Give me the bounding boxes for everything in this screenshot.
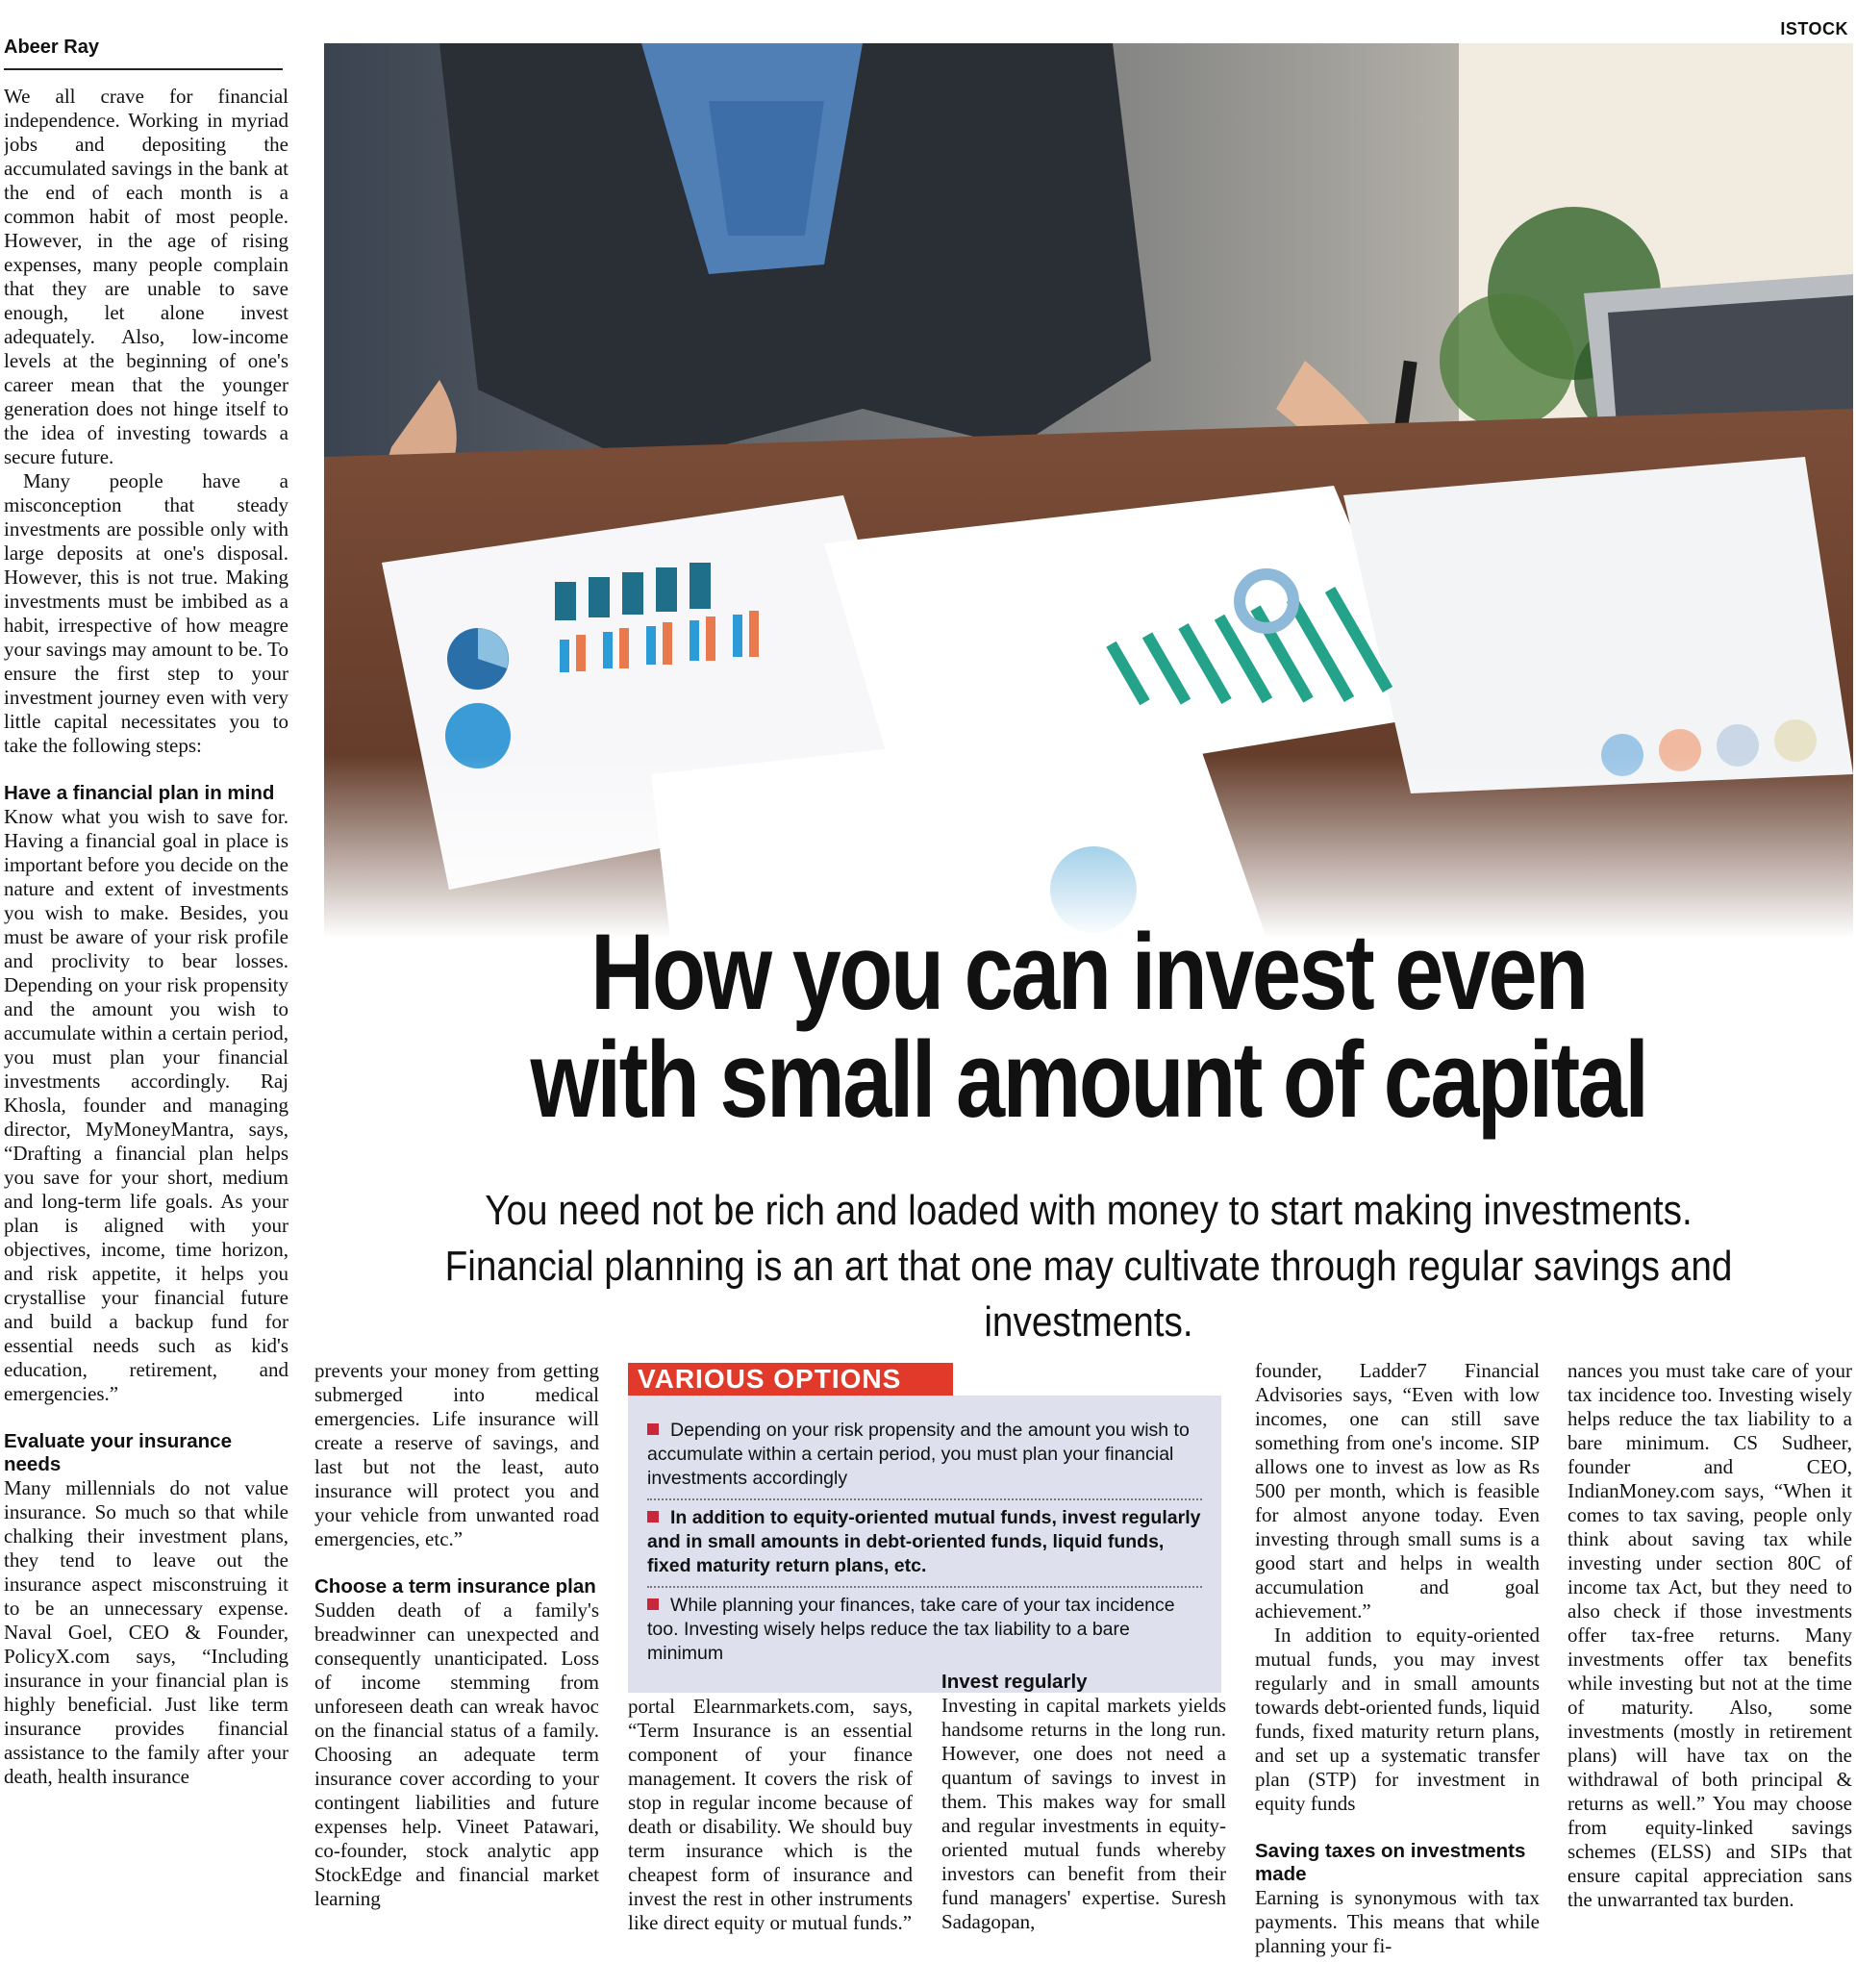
paragraph: prevents your money from getting submerged into medical emergencies. Life insurance will create a reserve of savings, and last but not the least, auto insurance will protect you and your vehicle from unwanted road emergencies, etc.”	[314, 1359, 599, 1550]
bullet-square-icon	[647, 1511, 659, 1522]
box-item	[647, 1413, 1202, 1500]
article-column-4	[941, 1671, 1226, 1981]
box-item	[647, 1500, 1202, 1588]
article-column-5	[1255, 1359, 1540, 1982]
paragraph: We all crave for financial independence. Working in myriad jobs and depositing the accumulated savings in the bank at the end of each month is a common habit of most people. However, in the age of rising expenses, many people complain that they are unable to save enough, let alone invest adequately. Also, low-income levels at the beginning of one's career mean that the younger generation does not hinge itself to the idea of investing towards a secure future.	[4, 85, 288, 468]
deck-line-2: Financial planning is an art that one may cultivate through regular savings and investments.	[444, 1243, 1733, 1346]
paragraph: In addition to equity-oriented mutual funds, you may invest regularly and in small amounts towards debt-oriented funds, liquid funds, fixed maturity return plans, and set up a systematic transfer plan (STP) for investment in equity funds	[1255, 1623, 1540, 1815]
paragraph: Sudden death of a family's breadwinner can unexpected and consequently unanticipated. Loss of income stemming from unforeseen death can wreak havoc on the financial status of a family. Choosing an adequate term insurance cover according to your contingent liabilities and future expenses help. Vineet Patawari, co-founder, stock analytic app StockEdge and financial market learning	[314, 1598, 599, 1910]
subheading: Invest regularly	[941, 1671, 1088, 1693]
subheading: Have a financial plan in mind	[4, 782, 275, 804]
headline-line-2: with small amount of capital	[530, 1019, 1647, 1140]
bullet-square-icon	[647, 1423, 659, 1435]
byline: Abeer Ray	[4, 37, 283, 70]
box-item	[647, 1588, 1202, 1673]
paragraph: nances you must take care of your tax incidence too. Investing wisely helps reduce the tax liability to a bare minimum. CS Sudheer, founder and CEO, IndianMoney.com says, “When it comes to tax saving, people only think about saving tax while investing under section 80C of income tax Act, but they need to also check if those investments offer tax-free returns. Many investments offer tax benefits while investing but not at the time of maturity. Also, some investments (mostly in retirement plans) will have tax on the withdrawal of both principal & returns as well.” You may choose from equity-linked savings schemes (ELSS) and SIPs that ensure capital appreciation sans the unwarranted tax burden.	[1568, 1359, 1852, 1911]
paragraph: founder, Ladder7 Financial Advisories says, “Even with low incomes, one can still save something from one's income. SIP allows one to invest as low as Rs 500 per month, which is feasible for almost anyone today. Even investing through small sums is a good start and helps in wealth accumulation and goal achievement.”	[1255, 1359, 1540, 1623]
subheading: Choose a term insurance plan	[314, 1575, 596, 1598]
headline	[462, 912, 1716, 1140]
business-desk-illustration	[324, 43, 1853, 938]
bullet-square-icon	[647, 1598, 659, 1610]
paragraph: Many millennials do not value insurance. So much so that while chalking their investment plans, they tend to leave out the insurance aspect misconstruing it to be an unnecessary expense. Naval Goel, CEO & Founder, PolicyX.com says, “Including insurance in your financial plan is highly beneficial. Just like term insurance provides financial assistance to the family after your death, health insurance	[4, 1476, 288, 1788]
headline-line-1: How you can invest even	[590, 912, 1587, 1032]
article-photo	[324, 43, 1853, 938]
various-options-box	[628, 1363, 1221, 1693]
article-column-3	[628, 1695, 913, 1981]
deck	[415, 1183, 1761, 1350]
photo-credit: ISTOCK	[1780, 19, 1848, 38]
box-body	[628, 1396, 1221, 1693]
paragraph: Many people have a misconception that steady investments are possible only with large deposits at one's disposal. However, this is not true. Making investments must be imbibed as a habit, irrespective of how meagre your savings may amount to be. To ensure the first step to your investment journey even with very little capital necessitates you to take the following steps:	[4, 469, 288, 757]
article-column-6	[1568, 1359, 1852, 1982]
box-title: VARIOUS OPTIONS	[628, 1363, 953, 1396]
paragraph: portal Elearnmarkets.com, says, “Term Insurance is an essential component of your finance management. It covers the risk of stop in regular income because of death or disability. We should buy term insurance which is the cheapest form of insurance and invest the rest in other instruments like direct equity or mutual funds.”	[628, 1695, 913, 1934]
box-item-text: In addition to equity-oriented mutual funds, invest regularly and in small amounts in debt-oriented funds, liquid funds, fixed maturity return plans, etc.	[647, 1507, 1201, 1576]
article-column-1	[4, 85, 288, 1981]
subheading: Saving taxes on investments made	[1255, 1840, 1526, 1885]
box-item-text: Depending on your risk propensity and the amount you wish to accumulate within a certain period, you must plan your financial investments accordingly	[647, 1420, 1190, 1489]
paragraph: Investing in capital markets yields handsome returns in the long run. However, one does not need a quantum of savings to invest in them. This makes way for small and regular investments in equity-oriented mutual funds whereby investors can benefit from their fund managers' expertise. Suresh Sadagopan,	[941, 1694, 1226, 1933]
article-column-2	[314, 1359, 599, 1982]
deck-line-1: You need not be rich and loaded with money to start making investments.	[485, 1187, 1693, 1234]
subheading: Evaluate your insurance needs	[4, 1430, 232, 1475]
box-item-text: While planning your finances, take care of your tax incidence too. Investing wisely helps reduce the tax liability to a bare minimum	[647, 1595, 1175, 1664]
paragraph: Earning is synonymous with tax payments. This means that while planning your fi-	[1255, 1886, 1540, 1957]
paragraph: Know what you wish to save for. Having a financial goal in place is important before you decide on the nature and extent of investments you wish to make. Besides, you must be aware of your risk profile and proclivity to bear losses. Depending on your risk propensity and the amount you wish to accumulate within a certain period, you must plan your financial investments accordingly. Raj Khosla, founder and managing director, MyMoneyMantra, says, “Drafting a financial plan helps you save for your short, medium and long-term life goals. As your plan is aligned with your objectives, income, time horizon, and risk appetite, it helps you crystallise your financial future and build a backup fund for essential needs such as kid's education, retirement, and emergencies.”	[4, 805, 288, 1405]
